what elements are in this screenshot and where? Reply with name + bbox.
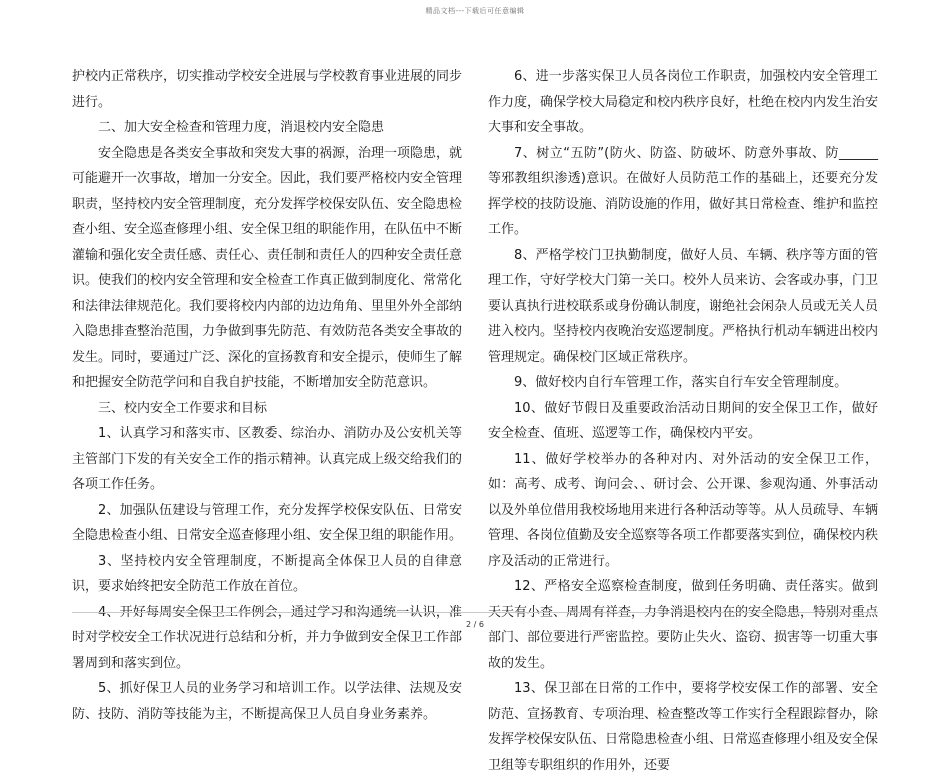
- list-item: 4、开好每周安全保卫工作例会，通过学习和沟通统一认识，准时对学校安全工作状况进行总结和分析，并力争做到安全保卫工作部署周到和落实到位。: [72, 604, 463, 671]
- list-item: 8、严格学校门卫执勤制度，做好人员、车辆、秩序等方面的管理工作，守好学校大门第一关口。校外人员来访、会客或办事，门卫要认真执行进校联系或身份确认制度，谢绝社会闲杂人员或无关人员进入校内。坚持校内夜晚治安巡逻制度。严格执行机动车辆进出校内管理规定。确保校门区域正常秩序。: [488, 247, 879, 365]
- header-watermark: 精品文档---下载后可任意编辑: [425, 7, 525, 15]
- list-item: 6、进一步落实保卫人员各岗位工作职责，加强校内安全管理工作力度，确保学校大局稳定和校内秩序良好，杜绝在校内内发生治安大事和安全事故。: [488, 69, 879, 135]
- footer-divider: [72, 612, 878, 613]
- list-item: 9、做好校内自行车管理工作，落实自行车安全管理制度。: [514, 375, 848, 390]
- list-item: 7、树立“五防”(防火、防盗、防破坏、防意外事故、防______等邪教组织渗透)意识。在做好人员防范工作的基础上，还要充分发挥学校的技防设施、消防设施的作用，做好其日常检查、维护和监控工作。: [488, 145, 879, 237]
- list-item: 1、认真学习和落实市、区教委、综治办、消防办及公安机关等主管部门下发的有关安全工作的指示精神。认真完成上级交给我们的各项工作任务。: [72, 426, 463, 492]
- paragraph: 护校内正常秩序，切实推动学校安全进展与学校教育事业进展的同步进行。: [72, 69, 463, 110]
- list-item: 2、加强队伍建设与管理工作，充分发挥学校保安队伍、日常安全隐患检查小组、日常安全巡查修理小组、安全保卫组的职能作用。: [72, 502, 463, 543]
- list-item: 12、严格安全巡察检查制度，做到任务明确、责任落实。做到天天有小查、周周有祥查，力争消退校内在的安全隐患，特别对重点部门、部位要进行严密监控。要防止失火、盗窃、损害等一切重大事故的发生。: [488, 579, 879, 671]
- section-heading: 三、校内安全工作要求和目标: [98, 400, 268, 416]
- right-column: [488, 64, 878, 778]
- list-item: 10、做好节假日及重要政治活动日期间的安全保卫工作，做好安全检查、值班、巡逻等工作，确保校内平安。: [488, 400, 878, 441]
- paragraph: 安全隐患是各类安全事故和突发大事的祸源，治理一项隐患，就可能避开一次事故，增加一分安全。因此，我们要严格校内安全管理职责，坚持校内安全管理制度，充分发挥学校保安队伍、安全隐患检查小组、安全巡查修理小组、安全保卫组的职能作用，在队伍中不断灌输和强化安全责任感、责任心、责任制和责任人的四种安全责任意识。使我们的校内安全管理和安全检查工作真正做到制度化、常常化和法律法律规范化。我们要将校内内部的边边角角、里里外外全部纳入隐患排查整治范围，力争做到事先防范、有效防范各类安全事故的发生。同时，要通过广泛、深化的宣扬教育和安全提示，使师生了解和把握安全防范学问和自我自护技能，不断增加安全防范意识。: [72, 145, 463, 390]
- list-item: 5、抓好保卫人员的业务学习和培训工作。以学法律、法规及安防、技防、消防等技能为主，不断提高保卫人员自身业务素养。: [72, 681, 462, 722]
- list-item: 11、做好学校举办的各种对内、对外活动的安全保卫工作，如：高考、成考、询问会、、研讨会、公开课、参观沟通、外事活动以及外单位借用我校场地用来进行各种活动等等。从人员疏导、车辆管理、各岗位值勤及安全巡察等各项工作都要落实到位，确保校内秩序及活动的正常进行。: [488, 451, 879, 569]
- list-item: 3、坚持校内安全管理制度，不断提高全体保卫人员的自律意识，要求始终把安全防范工作放在首位。: [72, 553, 462, 594]
- page-number: 2 / 6: [466, 620, 484, 629]
- list-item: 13、保卫部在日常的工作中，要将学校安保工作的部署、安全防范、宣扬教育、专项治理、检查整改等工作实行全程跟踪督办，除发挥学校保安队伍、日常隐患检查小组、日常巡查修理小组及安全保卫组等专职组织的作用外，还要: [488, 681, 879, 773]
- section-heading: 二、加大安全检查和管理力度，消退校内安全隐患: [98, 120, 385, 135]
